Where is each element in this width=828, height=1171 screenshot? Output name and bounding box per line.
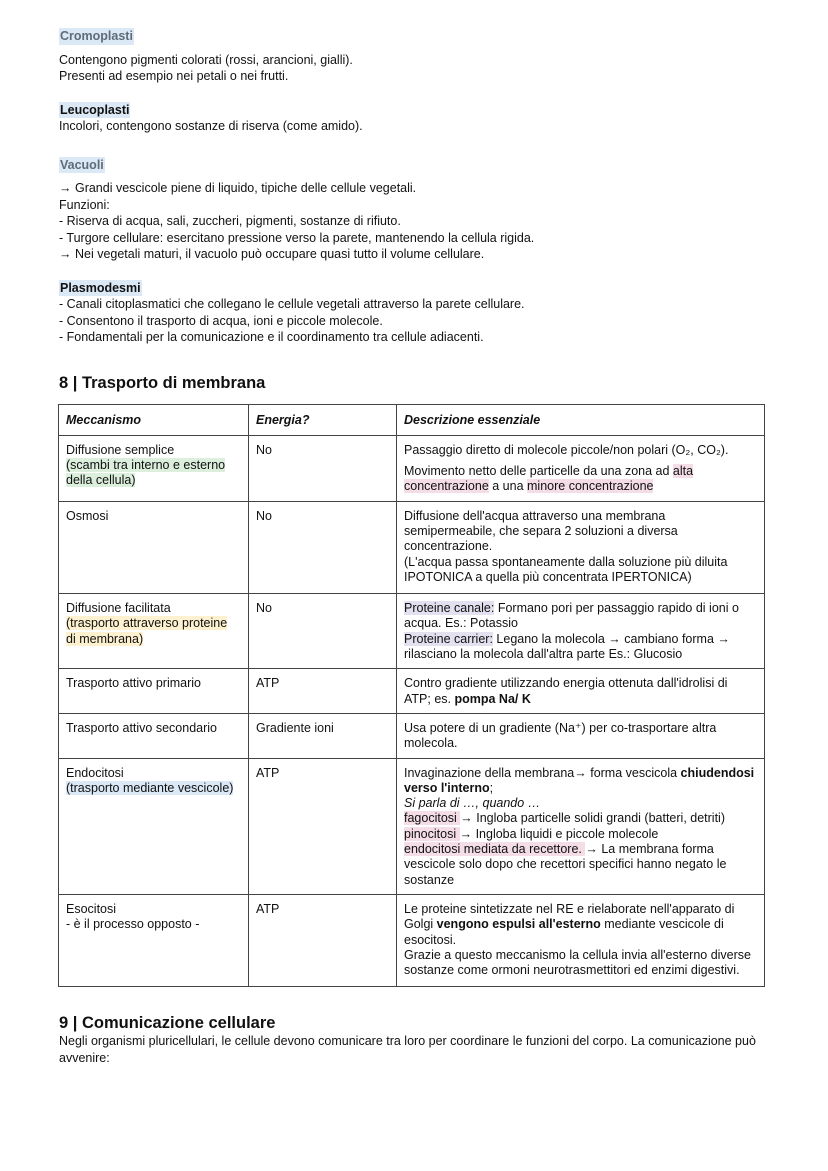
mechanism-note: (scambi tra interno e esterno della cellula) — [66, 458, 226, 488]
description-text — [404, 842, 756, 888]
bold-term: pompa Na/ K — [454, 691, 531, 706]
text-run: mediante vescicole di esocitosi. — [404, 917, 724, 947]
highlighted-term: Proteine canale: — [404, 601, 495, 616]
text-run: → Ingloba particelle solidi grandi (batteri, detriti) — [460, 811, 725, 826]
mechanism-name: Esocitosi — [66, 901, 117, 916]
cell-mechanism — [59, 669, 249, 714]
cell-mechanism — [59, 758, 249, 894]
text-run: a una — [488, 479, 528, 494]
section-8-heading: 8 | Trasporto di membrana — [59, 373, 266, 392]
mechanism-name: Diffusione semplice — [66, 442, 175, 457]
bold-term: chiudendosi verso l'interno — [404, 765, 755, 795]
cell-mechanism — [59, 894, 249, 986]
mechanism-name: Trasporto attivo secondario — [66, 720, 218, 735]
cell-description — [397, 669, 765, 714]
table-row — [59, 713, 765, 758]
mechanism-name: Endocitosi — [66, 765, 124, 780]
plasmodesmi-line: - Consentono il trasporto di acqua, ioni e piccole molecole. — [59, 313, 383, 328]
cell-mechanism — [59, 713, 249, 758]
text-run: ; — [489, 780, 494, 795]
cell-description — [397, 435, 765, 501]
cell-description — [397, 594, 765, 669]
highlighted-term: Proteine carrier: — [404, 631, 493, 646]
vacuoli-line: → Grandi vescicole piene di liquido, tipiche delle cellule vegetali. — [59, 181, 417, 195]
description-text: Usa potere di un gradiente (Na⁺) per co-trasportare altra molecola. — [404, 720, 717, 751]
cell-energy: No — [249, 501, 397, 593]
cell-energy: ATP — [249, 894, 397, 986]
section-9-heading: 9 | Comunicazione cellulare — [59, 1014, 276, 1033]
header-mechanism: Meccanismo — [59, 404, 249, 435]
table-row — [59, 594, 765, 669]
text-run: Le proteine sintetizzate nel RE e rielaborate nell'apparato di Golgi — [404, 901, 735, 932]
plasmodesmi-line: - Canali citoplasmatici che collegano le cellule vegetali attraverso la parete cellulare. — [59, 297, 525, 311]
mechanism-name: Diffusione facilitata — [66, 601, 171, 616]
text-run: Legano la molecola → cambiano forma → rilasciano la molecola dall'altra parte Es.: Glucosio — [404, 631, 730, 662]
highlighted-term: endocitosi mediata da recettore. — [404, 842, 586, 857]
cell-mechanism — [59, 501, 249, 593]
description-text — [404, 676, 756, 707]
text-run: Contro gradiente utilizzando energia ottenuta dall'idrolisi di ATP; es. — [404, 676, 728, 706]
vacuoli-line: → Nei vegetali maturi, il vacuolo può occupare quasi tutto il volume cellulare. — [59, 247, 485, 261]
description-text: Grazie a questo meccanismo la cellula invia all'esterno diverse sostanze come ormoni neurotrasmettitori ed enzimi digestivi. — [404, 947, 751, 978]
cromoplasti-section — [59, 28, 769, 85]
vacuoli-line: Funzioni: — [59, 197, 110, 212]
highlighted-term: minore concentrazione — [527, 479, 654, 494]
text-run: Formano pori per passaggio rapido di ioni o acqua. Es.: Potassio — [404, 601, 739, 631]
leucoplasti-title: Leucoplasti — [60, 102, 130, 117]
mechanism-name: Osmosi — [66, 508, 109, 523]
description-text — [404, 827, 756, 842]
text-run: Movimento netto delle particelle da una zona ad — [404, 464, 673, 479]
text-run: → Ingloba liquidi e piccole molecole — [459, 826, 659, 841]
description-text — [404, 902, 756, 948]
cell-energy: Gradiente ioni — [249, 713, 397, 758]
table-header-row — [59, 404, 765, 435]
mechanism-name: Trasporto attivo primario — [66, 676, 201, 691]
cell-mechanism — [59, 594, 249, 669]
table-row — [59, 894, 765, 986]
description-text — [404, 601, 756, 632]
header-energy: Energia? — [249, 404, 397, 435]
mechanism-note: - è il processo opposto - — [66, 917, 200, 932]
cell-mechanism — [59, 435, 249, 501]
vacuoli-line: - Riserva di acqua, sali, zuccheri, pigmenti, sostanze di rifiuto. — [59, 214, 401, 228]
cromoplasti-line: Contengono pigmenti colorati (rossi, arancioni, gialli). — [59, 52, 353, 67]
cell-energy: No — [249, 435, 397, 501]
vacuoli-section — [59, 157, 769, 263]
cell-energy: ATP — [249, 669, 397, 714]
cell-description — [397, 758, 765, 894]
table-row — [59, 435, 765, 501]
highlighted-term: pinocitosi — [404, 826, 460, 841]
description-text — [404, 811, 756, 826]
description-text — [404, 632, 756, 663]
cell-energy: ATP — [249, 758, 397, 894]
table-row — [59, 758, 765, 894]
description-text: (L'acqua passa spontaneamente dalla soluzione più diluita IPOTONICA a quella più concentrata IPERTONICA) — [404, 554, 728, 584]
section-9-intro: Negli organismi pluricellulari, le cellule devono comunicare tra loro per coordinare le funzioni del corpo. La comunicazione può avvenire: — [59, 1034, 756, 1066]
highlighted-term: fagocitosi — [404, 811, 461, 826]
italic-text: Si parla di …, quando … — [404, 796, 541, 811]
cell-description — [397, 894, 765, 986]
leucoplasti-line: Incolori, contengono sostanze di riserva (come amido). — [59, 119, 363, 133]
table-row — [59, 501, 765, 593]
cell-energy: No — [249, 594, 397, 669]
description-text: Diffusione dell'acqua attraverso una membrana semipermeabile, che separa 2 soluzioni a diversa concentrazione. — [404, 508, 678, 554]
cell-description — [397, 713, 765, 758]
cell-description — [397, 501, 765, 593]
plasmodesmi-title: Plasmodesmi — [60, 280, 141, 295]
membrane-transport-table — [58, 404, 765, 988]
table-row — [59, 669, 765, 714]
document-page — [59, 28, 769, 1067]
vacuoli-line: - Turgore cellulare: esercitano pressione verso la parete, mantenendo la cellula rigida. — [59, 230, 535, 245]
text-run: → La membrana forma vescicole solo dopo che recettori specifici hanno negato le sostanze — [404, 842, 727, 887]
bold-term: vengono espulsi all'esterno — [436, 917, 601, 932]
header-description: Descrizione essenziale — [397, 404, 765, 435]
plasmodesmi-section — [59, 280, 769, 346]
plasmodesmi-line: - Fondamentali per la comunicazione e il coordinamento tra cellule adiacenti. — [59, 330, 484, 344]
description-text — [404, 464, 756, 495]
mechanism-note: (trasporto mediante vescicole) — [66, 780, 234, 795]
cromoplasti-title: Cromoplasti — [60, 29, 133, 43]
cromoplasti-line: Presenti ad esempio nei petali o nei frutti. — [59, 69, 289, 83]
description-text: Passaggio diretto di molecole piccole/non polari (O₂, CO₂). — [404, 442, 729, 457]
mechanism-note: (trasporto attraverso proteine di membrana) — [66, 616, 228, 646]
vacuoli-title: Vacuoli — [60, 157, 104, 172]
description-text — [404, 766, 756, 797]
text-run: Invaginazione della membrana→ forma vescicola — [404, 765, 681, 780]
leucoplasti-section — [59, 102, 769, 135]
highlighted-term: alta concentrazione — [404, 464, 694, 494]
